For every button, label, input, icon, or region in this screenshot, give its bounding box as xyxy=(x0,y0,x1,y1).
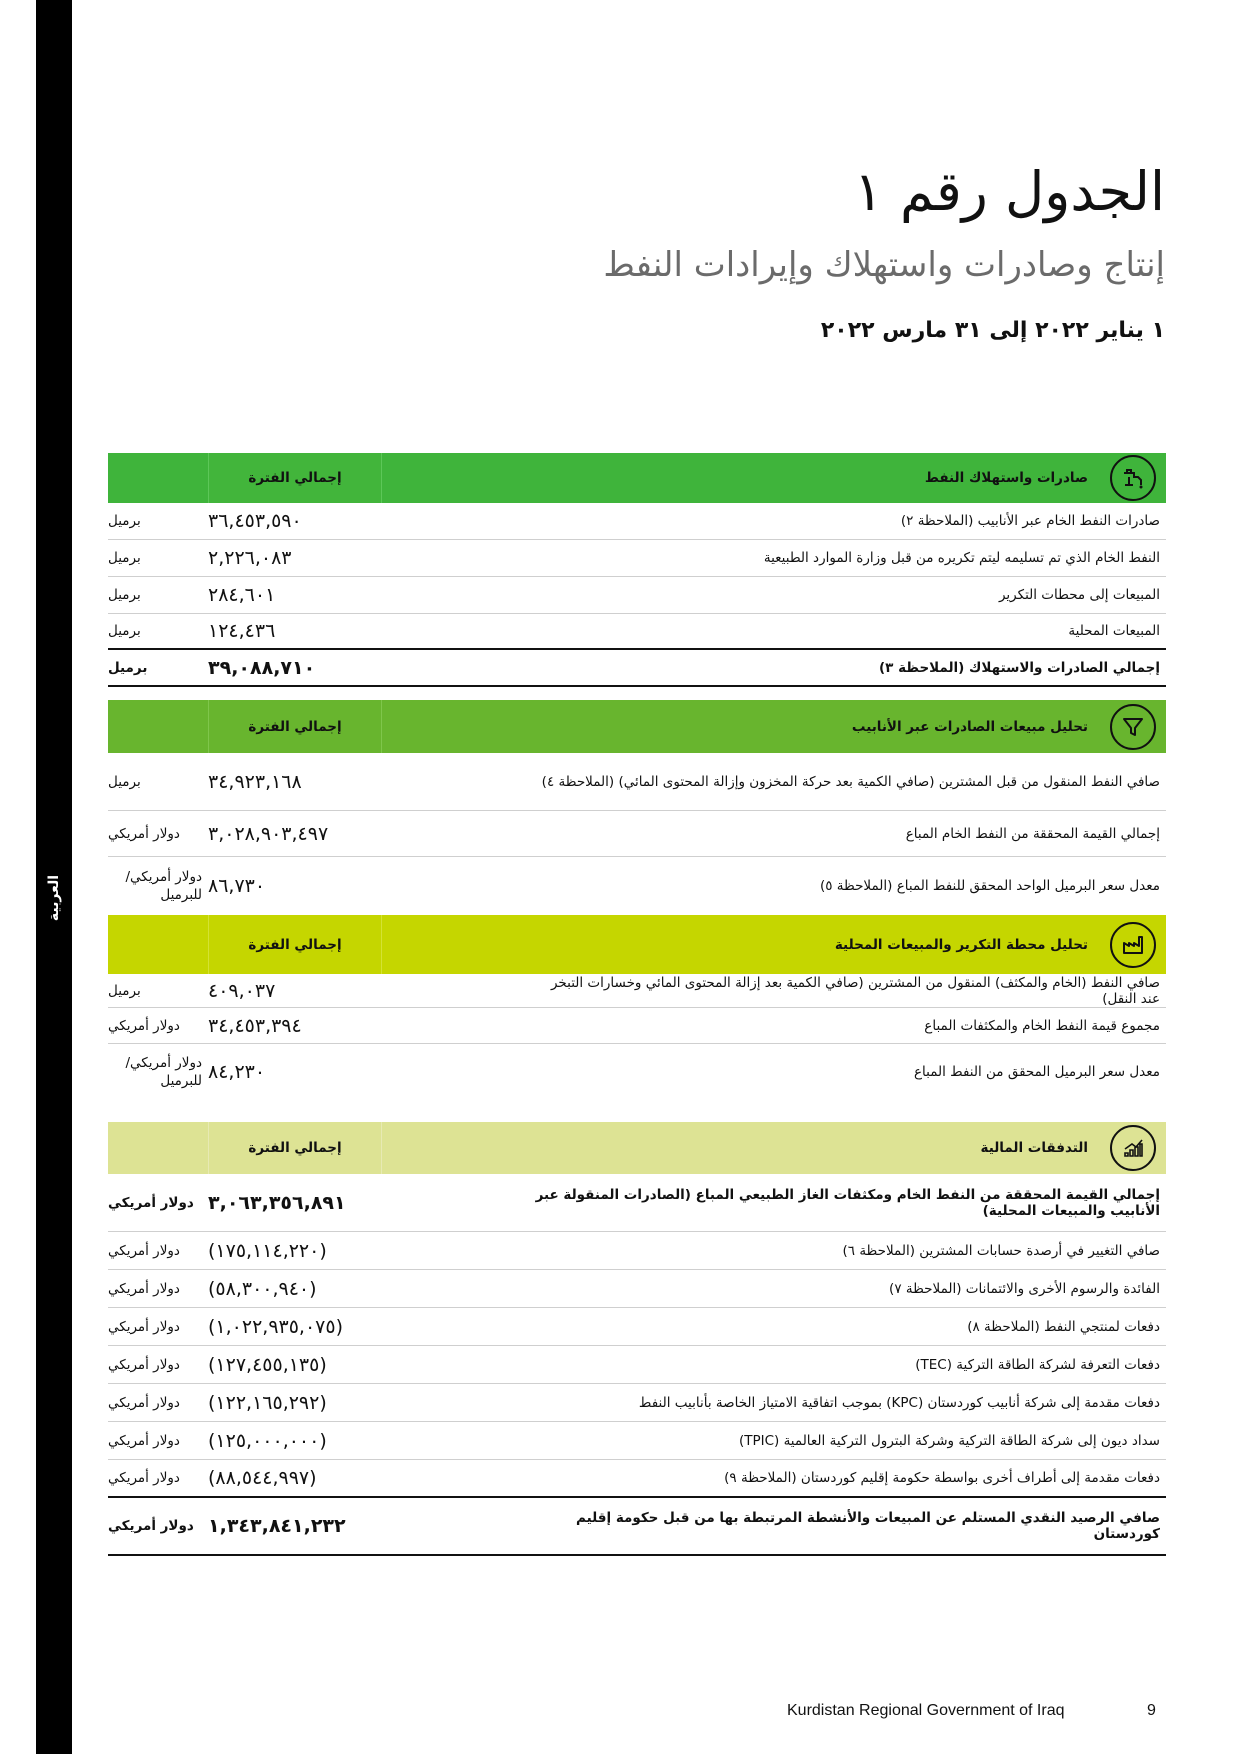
row-unit: دولار أمريكي xyxy=(108,1394,180,1411)
row-value: ١,٣٤٣,٨٤١,٢٣٢ xyxy=(208,1515,346,1537)
row-unit: دولار أمريكي xyxy=(108,1242,180,1259)
row-value: (١٢٧,٤٥٥,١٣٥) xyxy=(208,1353,327,1376)
row-unit: برميل xyxy=(108,587,141,603)
section-financial-flows xyxy=(108,1122,1166,1556)
factory-icon xyxy=(1110,922,1156,968)
table-row xyxy=(108,974,1166,1008)
row-value: ١٢٤,٤٣٦ xyxy=(208,620,276,642)
row-unit: دولار أمريكي xyxy=(108,1518,194,1534)
table-row xyxy=(108,540,1166,577)
table-row xyxy=(108,614,1166,650)
section-oil-exports xyxy=(108,453,1166,687)
row-description: مجموع قيمة النفط الخام والمكثفات المباع xyxy=(924,1017,1160,1034)
row-description: الفائدة والرسوم الأخرى والائتمانات (الملاحظة ٧) xyxy=(889,1280,1160,1297)
section-pipeline-sales xyxy=(108,700,1166,914)
table-row xyxy=(108,577,1166,614)
column-header: إجمالي الفترة xyxy=(208,453,382,503)
row-unit: دولار أمريكي xyxy=(108,1470,180,1486)
table-row xyxy=(108,1384,1166,1422)
row-unit: دولار أمريكي xyxy=(108,1017,180,1034)
row-unit: دولار أمريكي xyxy=(108,1432,180,1449)
row-description: المبيعات إلى محطات التكرير xyxy=(998,587,1160,603)
row-value: ٣,٠٢٨,٩٠٣,٤٩٧ xyxy=(208,822,329,845)
row-value: ٢٨٤,٦٠١ xyxy=(208,584,276,606)
row-description: صافي النفط المنقول من قبل المشترين (صافي الكمية بعد حركة المخزون وإزالة المحتوى المائي) (الملاحظة ٤) xyxy=(541,773,1160,790)
section-header xyxy=(108,700,1166,753)
footer-org: Kurdistan Regional Government of Iraq xyxy=(787,1702,1065,1719)
column-header: إجمالي الفترة xyxy=(208,700,382,753)
table-row xyxy=(108,1174,1166,1232)
table-row xyxy=(108,1008,1166,1044)
row-unit: برميل xyxy=(108,982,141,999)
row-unit: دولار أمريكي/ للبرميل xyxy=(125,1055,202,1089)
table-row xyxy=(108,1308,1166,1346)
row-value: ٣٦,٤٥٣,٥٩٠ xyxy=(208,510,302,532)
row-description: معدل سعر البرميل الواحد المحقق للنفط المباع (الملاحظة ٥) xyxy=(819,877,1160,894)
row-description: إجمالي الصادرات والاستهلاك (الملاحظة ٣) xyxy=(878,659,1160,676)
row-value: ٣,٠٦٣,٣٥٦,٨٩١ xyxy=(208,1191,346,1214)
row-value: ٨٤,٢٣٠ xyxy=(208,1061,266,1083)
page-title: الجدول رقم ١ xyxy=(853,160,1165,223)
section-header xyxy=(108,453,1166,503)
row-value: (١٧٥,١١٤,٢٢٠) xyxy=(208,1239,327,1262)
row-description: دفعات التعرفة لشركة الطاقة التركية (TEC) xyxy=(915,1356,1160,1373)
table-row xyxy=(108,811,1166,857)
table-row xyxy=(108,753,1166,811)
row-unit: برميل xyxy=(108,550,141,566)
period-label: ١ يناير ٢٠٢٢ إلى ٣١ مارس ٢٠٢٢ xyxy=(820,318,1165,343)
row-unit: دولار أمريكي xyxy=(108,1356,180,1373)
row-unit: برميل xyxy=(108,623,141,639)
row-description: صافي الرصيد النقدي المستلم عن المبيعات والأنشطة المرتبطة بها من قبل حكومة إقليم كوردستان xyxy=(576,1510,1160,1542)
table-row xyxy=(108,503,1166,540)
row-description: إجمالي القيمة المحققة من النفط الخام المباع xyxy=(905,825,1160,842)
row-unit: دولار أمريكي xyxy=(108,1194,194,1211)
row-unit: دولار أمريكي xyxy=(108,825,180,842)
section-header xyxy=(108,1122,1166,1174)
row-value: ٣٤,٤٥٣,٣٩٤ xyxy=(208,1014,302,1037)
section-title: تحليل محطة التكرير والمبيعات المحلية xyxy=(834,936,1088,953)
column-header: إجمالي الفترة xyxy=(208,915,382,974)
section-refinery-sales xyxy=(108,915,1166,1100)
funnel-icon xyxy=(1110,704,1156,750)
table-row xyxy=(108,1232,1166,1270)
table-row xyxy=(108,1044,1166,1100)
section-title: صادرات واستهلاك النفط xyxy=(924,470,1088,486)
table-row xyxy=(108,1346,1166,1384)
row-description: دفعات مقدمة إلى شركة أنابيب كوردستان (KPC) بموجب اتفاقية الامتياز الخاصة بأنابيب النفط xyxy=(638,1394,1160,1411)
row-unit: دولار أمريكي/ للبرميل xyxy=(125,868,202,903)
row-description: معدل سعر البرميل المحقق من النفط المباع xyxy=(913,1064,1160,1080)
row-unit: دولار أمريكي xyxy=(108,1280,180,1297)
column-header: إجمالي الفترة xyxy=(208,1122,382,1174)
row-description: دفعات لمنتجي النفط (الملاحظة ٨) xyxy=(967,1318,1160,1335)
total-row xyxy=(108,650,1166,687)
row-description: المبيعات المحلية xyxy=(1068,623,1160,639)
language-tab[interactable] xyxy=(36,858,72,938)
row-value: ٨٦,٧٣٠ xyxy=(208,874,266,897)
row-description: صافي النفط (الخام والمكثف) المنقول من المشترين (صافي الكمية بعد إزالة المحتوى المائي وخسارات التبخر عند النقل) xyxy=(550,974,1160,1007)
row-unit: برميل xyxy=(108,659,148,676)
table-row xyxy=(108,857,1166,914)
row-description: دفعات مقدمة إلى أطراف أخرى بواسطة حكومة إقليم كوردستان (الملاحظة ٩) xyxy=(724,1470,1160,1486)
section-title: تحليل مبيعات الصادرات عبر الأنابيب xyxy=(851,718,1088,735)
page-number: 9 xyxy=(1147,1702,1156,1719)
row-value: ٣٤,٩٢٣,١٦٨ xyxy=(208,770,302,793)
row-unit: برميل xyxy=(108,513,141,529)
section-header xyxy=(108,915,1166,974)
row-description: صادرات النفط الخام عبر الأنابيب (الملاحظة ٢) xyxy=(900,513,1160,529)
oil-pump-icon xyxy=(1110,455,1156,501)
language-label: العربية xyxy=(46,874,63,922)
table-row xyxy=(108,1422,1166,1460)
row-value: (١٢٥,٠٠٠,٠٠٠) xyxy=(208,1429,327,1452)
row-description: النفط الخام الذي تم تسليمه ليتم تكريره من قبل وزارة الموارد الطبيعية xyxy=(763,550,1160,566)
row-value: (١٢٢,١٦٥,٢٩٢) xyxy=(208,1391,327,1414)
row-value: ٤٠٩,٠٣٧ xyxy=(208,979,276,1002)
row-value: (١,٠٢٢,٩٣٥,٠٧٥) xyxy=(208,1315,344,1338)
section-title: التدفقات المالية xyxy=(980,1140,1088,1156)
total-row xyxy=(108,1498,1166,1556)
row-unit: دولار أمريكي xyxy=(108,1318,180,1335)
row-description: سداد ديون إلى شركة الطاقة التركية وشركة البترول التركية العالمية (TPIC) xyxy=(738,1432,1160,1449)
row-value: ٣٩,٠٨٨,٧١٠ xyxy=(208,656,316,679)
row-description: صافي التغيير في أرصدة حسابات المشترين (الملاحظة ٦) xyxy=(842,1242,1160,1259)
row-description: إجمالي القيمة المحققة من النفط الخام ومكثفات الغاز الطبيعي المباع (الصادرات المنقولة عبر الأنابيب والمبيعات المحلية) xyxy=(535,1186,1160,1219)
row-value: (٥٨,٣٠٠,٩٤٠) xyxy=(208,1277,317,1300)
growth-chart-icon xyxy=(1110,1125,1156,1171)
table-row xyxy=(108,1460,1166,1498)
row-value: (٨٨,٥٤٤,٩٩٧) xyxy=(208,1467,317,1489)
table-row xyxy=(108,1270,1166,1308)
row-value: ٢,٢٢٦,٠٨٣ xyxy=(208,547,292,569)
page-subtitle: إنتاج وصادرات واستهلاك وإيرادات النفط xyxy=(603,245,1165,285)
row-unit: برميل xyxy=(108,773,141,790)
